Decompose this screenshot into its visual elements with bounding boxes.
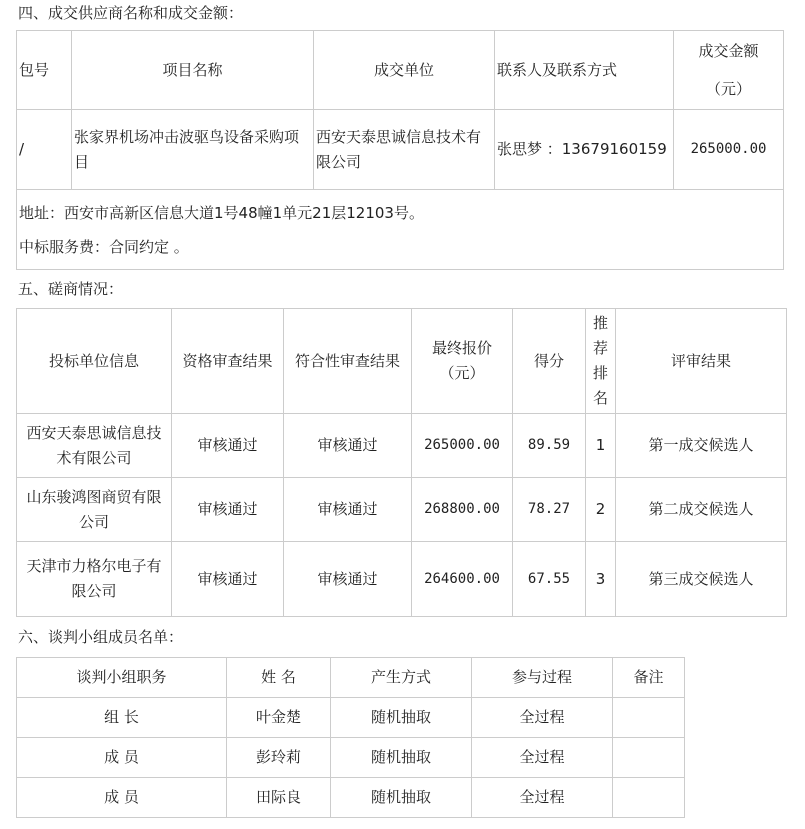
header-score: 得分 — [513, 309, 586, 414]
service-fee-text: 中标服务费：合同约定 。 — [19, 237, 189, 256]
header-note: 备注 — [613, 658, 685, 698]
header-winner: 成交单位 — [314, 31, 495, 110]
row2-result: 第二成交候选人 — [616, 478, 787, 542]
member2-method: 随机抽取 — [331, 738, 472, 778]
header-qualification: 资格审查结果 — [172, 309, 284, 414]
member3-method: 随机抽取 — [331, 778, 472, 818]
section5-heading: 五、磋商情况： — [18, 280, 124, 298]
header-compliance: 符合性审查结果 — [284, 309, 412, 414]
header-rank: 推荐排名 — [586, 309, 616, 414]
header-price-line2: （元） — [439, 364, 485, 382]
member1-process: 全过程 — [472, 698, 613, 738]
member1-name: 叶金楚 — [227, 698, 331, 738]
row3-bidder: 天津市力格尔电子有限公司 — [17, 542, 172, 617]
cell-project: 张家界机场冲击波驱鸟设备采购项目 — [72, 110, 314, 190]
winner-table — [16, 30, 784, 270]
header-result: 评审结果 — [616, 309, 787, 414]
row3-price: 264600.00 — [412, 542, 513, 617]
member3-role: 成 员 — [17, 778, 227, 818]
row1-qualification: 审核通过 — [172, 414, 284, 478]
address-text: 地址：西安市高新区信息大道1号48幢1单元21层12103号。 — [19, 203, 424, 222]
header-price-line1: 最终报价 — [431, 339, 492, 357]
row3-result: 第三成交候选人 — [616, 542, 787, 617]
row2-qualification: 审核通过 — [172, 478, 284, 542]
member3-name: 田际良 — [227, 778, 331, 818]
section6-heading: 六、谈判小组成员名单： — [18, 628, 184, 646]
row3-rank: 3 — [586, 542, 616, 617]
header-amount — [674, 31, 784, 110]
row3-score: 67.55 — [513, 542, 586, 617]
row2-bidder: 山东骏鸿图商贸有限公司 — [17, 478, 172, 542]
row2-price: 268800.00 — [412, 478, 513, 542]
row2-score: 78.27 — [513, 478, 586, 542]
header-amount-line1: 成交金额 — [698, 42, 759, 60]
member3-process: 全过程 — [472, 778, 613, 818]
section4-heading: 四、成交供应商名称和成交金额： — [18, 4, 244, 22]
row1-bidder: 西安天泰思诚信息技术有限公司 — [17, 414, 172, 478]
row3-qualification: 审核通过 — [172, 542, 284, 617]
member2-name: 彭玲莉 — [227, 738, 331, 778]
member2-process: 全过程 — [472, 738, 613, 778]
row1-rank: 1 — [586, 414, 616, 478]
row2-rank: 2 — [586, 478, 616, 542]
member3-note — [613, 778, 685, 818]
panel-table — [16, 657, 685, 818]
member1-note — [613, 698, 685, 738]
member1-role: 组 长 — [17, 698, 227, 738]
row1-score: 89.59 — [513, 414, 586, 478]
cell-amount: 265000.00 — [674, 110, 784, 190]
header-bidder: 投标单位信息 — [17, 309, 172, 414]
header-role: 谈判小组职务 — [17, 658, 227, 698]
cell-winner: 西安天泰思诚信息技术有限公司 — [314, 110, 495, 190]
member2-note — [613, 738, 685, 778]
row1-compliance: 审核通过 — [284, 414, 412, 478]
header-process: 参与过程 — [472, 658, 613, 698]
cell-package: / — [17, 110, 72, 190]
header-method: 产生方式 — [331, 658, 472, 698]
row3-compliance: 审核通过 — [284, 542, 412, 617]
negotiation-table — [16, 308, 787, 617]
cell-contact: 张思梦 ：13679160159 — [495, 110, 674, 190]
address-cell — [17, 190, 784, 270]
header-package: 包号 — [17, 31, 72, 110]
member2-role: 成 员 — [17, 738, 227, 778]
row1-result: 第一成交候选人 — [616, 414, 787, 478]
header-project: 项目名称 — [72, 31, 314, 110]
header-price — [412, 309, 513, 414]
header-name: 姓 名 — [227, 658, 331, 698]
row2-compliance: 审核通过 — [284, 478, 412, 542]
member1-method: 随机抽取 — [331, 698, 472, 738]
header-contact: 联系人及联系方式 — [495, 31, 674, 110]
row1-price: 265000.00 — [412, 414, 513, 478]
header-amount-line2: （元） — [705, 80, 751, 98]
